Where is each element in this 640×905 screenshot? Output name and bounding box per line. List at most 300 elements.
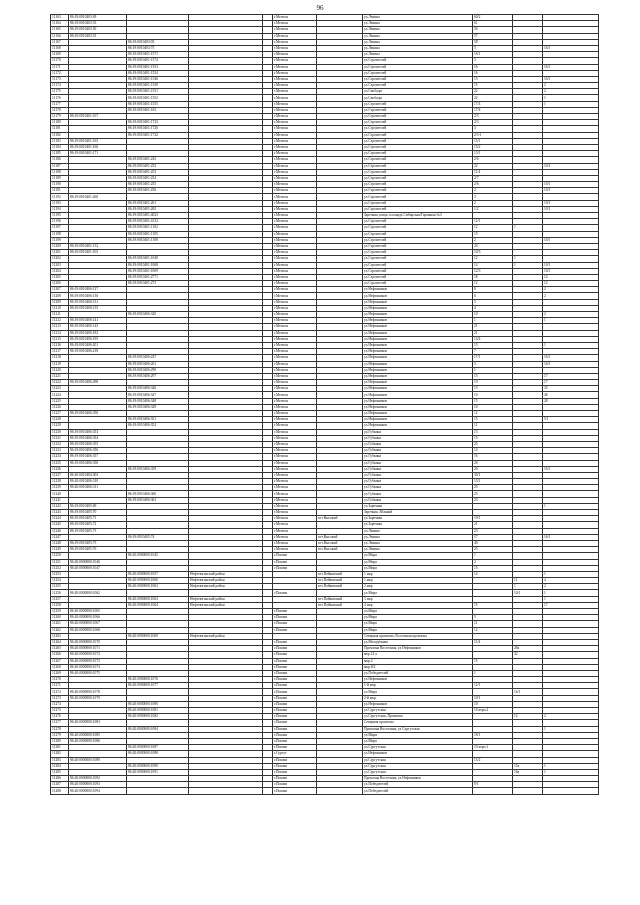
table-cell: г.Мегион [273,33,317,39]
table-cell: г.Мегион [273,144,317,150]
table-cell: ул.Строителей [363,250,473,256]
table-cell: ул.Мира [363,565,473,571]
table-cell: 11221 [51,373,69,379]
table-cell: 1 мкр [363,571,473,577]
table-cell: ул.Сургутская [363,745,473,751]
table-cell: 11189 [51,175,69,181]
table-cell: 1 мкр [363,578,473,584]
table-cell [263,788,273,794]
table-cell: 86:19:0010406:290 [127,367,189,373]
table-cell: 11275 [51,708,69,714]
table-cell: 1 [543,596,599,602]
table-cell: ул.Строителей [363,262,473,268]
table-cell: Северная промзона, Восточная промзона [363,633,473,639]
table-cell: 86:19:0010401:255 [127,182,189,188]
table-cell: 11187 [51,163,69,169]
table-cell: 1 [473,318,513,324]
table-cell: 86:19:0010401:1040 [127,256,189,262]
table-cell: 11177 [51,101,69,107]
table-cell: 11168 [51,45,69,51]
table-cell: г.Мегион [273,287,317,293]
table-cell: 86:19:0010401:1102 [127,225,189,231]
table-cell: 86:19:0010406:358 [69,460,127,466]
table-cell: ул.Ленина [363,27,473,33]
table-cell: 1 [513,256,543,262]
table-cell: ул.Губкина [363,448,473,454]
table-cell: 86:19:0010401:273 [127,281,189,287]
table-cell: г.Мегион [273,312,317,318]
table-cell: 11241 [51,497,69,503]
table-cell: Заречная, Южный [363,510,473,516]
table-cell: 11263 [51,633,69,639]
table-cell: ул.Строителей [363,70,473,76]
table-cell: 15 [473,342,513,348]
table-cell: 20 [473,466,513,472]
table-cell: 11204 [51,268,69,274]
table-cell: ул.Нефтяников [363,305,473,311]
table-cell: 86:19:0010406:348 [127,398,189,404]
table-cell: ул.Нефтяников [363,324,473,330]
table-cell: ул.Губкина [363,466,473,472]
table-cell: 86:20:0000000:1093 [69,782,127,788]
table-cell: г.Мегион [273,516,317,522]
table-cell: 11250 [51,553,69,559]
table-cell: 11259 [51,609,69,615]
table-cell: 2 [543,83,599,89]
table-cell: 11176 [51,95,69,101]
table-cell: г.Мегион [273,114,317,120]
table-cell: 11276 [51,714,69,720]
table-cell: 11220 [51,367,69,373]
table-cell: ул.Нефтяников [363,287,473,293]
table-cell: 86:19:0010401:1552 [127,95,189,101]
table-cell: 15/2 [473,757,513,763]
table-cell: 10 корп.1 [473,745,513,751]
table-cell: 11172 [51,70,69,76]
table-cell: 18/1 [473,732,513,738]
table-cell: 11193 [51,200,69,206]
table-cell: г.Мегион [273,380,317,386]
table-cell: 11273 [51,695,69,701]
table-cell: г.Мегион [273,299,317,305]
table-cell: 6 [473,293,513,299]
table-cell: 15 [473,417,513,423]
table-cell: г.Мегион [273,107,317,113]
table-cell: 15 [473,386,513,392]
table-cell: 10/1 [543,268,599,274]
table-cell: 86:19:0010405:76 [69,547,127,553]
table-cell: 86:19:0010401:1574 [127,58,189,64]
table-cell: ул.Нефтяников [363,392,473,398]
table-cell: 11265 [51,646,69,652]
table-cell: г.Мегион [273,83,317,89]
table-cell: 11272 [51,689,69,695]
table-cell: 86:19:0010401:245 [127,157,189,163]
table-cell: г.Мегион [273,423,317,429]
table-cell: 4 [543,578,599,584]
table-cell: Нефтеюганский район [189,578,263,584]
table-cell: 16/1 [543,76,599,82]
table-cell: ул.Строителей [363,58,473,64]
table-cell: г.Мегион [273,342,317,348]
table-cell: г.Мегион [273,250,317,256]
table-cell: 86:19:0010401:171 [69,151,127,157]
table-cell: 11261 [51,621,69,627]
table-cell: ул.Губкина [363,441,473,447]
table-cell: 11242 [51,503,69,509]
table-cell: 1-й мкр. [363,683,473,689]
table-cell: 10/3 [473,250,513,256]
table-cell: ул.Строителей [363,151,473,157]
table-cell: 86:20:0000000:1045 [127,553,189,559]
table-cell: г.Мегион [273,361,317,367]
table-cell: ул.Строителей [363,132,473,138]
table-cell: 32 [513,652,543,658]
table-cell: 10/1 [543,188,599,194]
table-cell: 11164 [51,21,69,27]
table-cell: г.Мегион [273,194,317,200]
table-cell: 2 [473,237,513,243]
table-cell: ул.Строителей [363,231,473,237]
table-cell: 86:19:0010401:261 [127,200,189,206]
table-cell: Заречная улица, площадь Сибирская/Гаражная №3 [363,213,473,219]
table-cell: 86:19:0010401:265 [127,206,189,212]
table-cell: г.Мегион [273,21,317,27]
table-cell: ул.Ленина [363,21,473,27]
table-cell: 12/1 [473,219,513,225]
table-cell: 86:19:0010406:356 [69,448,127,454]
table-cell: 61 [473,21,513,27]
table-cell: 11/4 [473,169,513,175]
table-cell: 11231 [51,435,69,441]
table-cell: 10/1 [543,182,599,188]
table-cell: 86:20:0010406:311 [69,485,127,491]
table-cell: г.Мегион [273,200,317,206]
table-cell: ул.Нефтяников [363,417,473,423]
table-cell: 86:19:0010401:1551 [127,89,189,95]
table-cell: г.Мегион [273,349,317,355]
table-cell: 86:20:0000000:1072 [69,652,127,658]
table-cell: ул.Мира [363,553,473,559]
table-cell: 86:19:0010401:254 [127,175,189,181]
table-cell: 2/3 [473,120,513,126]
table-cell: 86:20:0000000:1085 [69,732,127,738]
table-cell: ул.Нефтяников [363,318,473,324]
table-cell: 17 [473,534,513,540]
table-cell: г.Мегион [273,510,317,516]
table-cell: 11245 [51,522,69,528]
table-cell: ул.Строителей [363,243,473,249]
table-cell: 2 [543,287,599,293]
table-cell: 17/4 [473,107,513,113]
table-cell: 86:19:0010406:201 [69,342,127,348]
table-cell: 86:20:0000000:1078 [69,689,127,695]
table-cell: 11222 [51,380,69,386]
table-cell: 86:20:0000000:1065 [69,609,127,615]
table-cell: ул.Нефтяников [363,380,473,386]
table-cell: 4 мкр [363,602,473,608]
table-cell: 58 [473,39,513,45]
table-cell: 86:19:0010401:1105 [127,231,189,237]
table-cell: ул.Губкина [363,479,473,485]
table-cell: ул.Нефтяников [363,398,473,404]
table-cell: 86:19:0010406:218 [69,349,127,355]
table-cell: ул.Нефтяников [363,349,473,355]
table-cell: 86:20:0000000:1069 [127,633,189,639]
table-cell: 15 [473,658,513,664]
table-cell: ул.Сургутская [363,757,473,763]
table-cell: ул.Свободы [363,95,473,101]
table-cell: 25 [473,441,513,447]
table-cell: 1 [543,726,599,732]
table-cell: ул.Строителей [363,175,473,181]
table-cell: 86:19:0010401:253 [127,169,189,175]
table-cell: ул.Ленина [363,45,473,51]
table-cell [127,788,189,794]
table-cell: 11280 [51,738,69,744]
table-cell: г.Мегион [273,237,317,243]
table-cell: 3 [473,126,513,132]
table-cell: г.Мегион [273,528,317,534]
table-cell: ул.Строителей [363,281,473,287]
table-cell: г.Мегион [273,429,317,435]
table-cell: ул.Ленина [363,534,473,540]
table-cell: 11260 [51,615,69,621]
table-cell: 11228 [51,417,69,423]
table-cell: 11288 [51,788,69,794]
table-cell: ул.Нефтяников [363,423,473,429]
table-cell: 10/1 [543,163,599,169]
table-cell: 86:19:0010406:297 [127,373,189,379]
table-cell: ул.Сургутская [363,769,473,775]
table-cell: 14 [473,571,513,577]
table-cell: ул.Строителей [363,206,473,212]
table-cell: 86:19:0010401:1555 [127,101,189,107]
table-cell: 11212 [51,318,69,324]
table-cell: г.Мегион [273,435,317,441]
table-cell: 11195 [51,213,69,219]
table-cell: г.Мегион [273,534,317,540]
table-cell: пгт.Высокий [317,516,363,522]
table-cell: г.Покачи [273,788,317,794]
table-cell: 2/6 [473,182,513,188]
table-cell: 7 [473,349,513,355]
table-cell: ул.Победителей [363,788,473,794]
table-cell: 86:20:0000000:1090 [127,763,189,769]
table-cell: 86:20:0010406:310 [69,479,127,485]
table-cell: г.Мегион [273,497,317,503]
table-cell: 2 [543,312,599,318]
table-cell: 11258 [51,602,69,608]
table-cell: 11174 [51,83,69,89]
table-cell: 11171 [51,64,69,70]
table-cell: Промзона Восточная, ул.Нефтяников [363,646,473,652]
table-cell: г.Мегион [273,151,317,157]
table-cell: 11253 [51,571,69,577]
table-cell: 11226 [51,404,69,410]
table-cell: г.Мегион [273,330,317,336]
table-cell: ул.Строителей [363,225,473,231]
table-cell: 11180 [51,120,69,126]
table-cell: 11191 [51,188,69,194]
table-cell: г.Мегион [273,373,317,379]
table-cell: ул.Губкина [363,429,473,435]
table-cell: ул.Ленина [363,15,473,21]
table-cell: г.Покачи [273,559,317,565]
table-cell: Нефтеюганский район [189,633,263,639]
table-cell: 86:19:0010401:105 [69,250,127,256]
table-cell: ул.Сургутская [363,763,473,769]
table-cell: ул.Заречная [363,522,473,528]
table-cell: г.Мегион [273,70,317,76]
table-cell: 86:19:0010405:74 [127,534,189,540]
table-cell: г.Мегион [273,411,317,417]
table-cell: 10 [473,392,513,398]
table-cell: 86:19:0010401:132 [69,243,127,249]
table-cell: ул.Мира [363,559,473,565]
table-cell: 86:19:0010401:2771 [127,274,189,280]
table-cell: г.Покачи [273,695,317,701]
table-cell: 86:20:0000000:1063 [127,596,189,602]
table-cell: 10/1 [513,590,543,596]
table-cell: 1 [543,101,599,107]
table-cell: г.Мегион [273,45,317,51]
table-cell: 11190 [51,182,69,188]
table-cell: г.Мегион [273,441,317,447]
table-cell: ул.Строителей [363,114,473,120]
table-cell: 1 [543,763,599,769]
table-cell: 86:19:0010406:195 [69,336,127,342]
table-cell: г.Покачи [273,708,317,714]
table-cell: 5 [473,45,513,51]
table-cell: 25 [473,547,513,553]
table-cell: Нефтеюганский район [189,602,263,608]
table-cell: г.Мегион [273,460,317,466]
table-cell: г.Мегион [273,398,317,404]
table-cell: мкр.2 [363,658,473,664]
table-cell: 11214 [51,330,69,336]
table-cell: 11184 [51,144,69,150]
table-cell: г.Покачи [273,683,317,689]
table-cell: г.Мегион [273,64,317,70]
table-cell: 11207 [51,287,69,293]
table-cell: г.Мегион [273,163,317,169]
table-cell: 86:20:0000000:1062 [69,590,127,596]
table-cell: 28 [543,398,599,404]
table-cell: 11197 [51,225,69,231]
table-cell: 1 [543,95,599,101]
table-cell: 86:20:0000000:1079 [69,695,127,701]
table-cell: 86:19:0010401:1571 [127,52,189,58]
table-cell: 48 [543,392,599,398]
table-cell: 11237 [51,472,69,478]
table-cell: ул.Нефтяников [363,373,473,379]
table-cell: 11167 [51,39,69,45]
table-cell: 11178 [51,107,69,113]
table-cell: 13/1 [473,151,513,157]
table-cell: 11163 [51,15,69,21]
table-cell: ул.Нефтяников [363,330,473,336]
table-cell: 15/1 [473,138,513,144]
table-cell: г.Мегион [273,231,317,237]
table-cell: 11235 [51,460,69,466]
table-cell: 11188 [51,169,69,175]
table-cell [543,788,599,794]
table-cell: 86:19:0010406:351 [127,417,189,423]
table-cell: г.Мегион [273,58,317,64]
table-cell: ул.Строителей [363,188,473,194]
table-cell: 10 [473,380,513,386]
table-cell: 1 [543,769,599,775]
table-cell: мкр.12 а [363,652,473,658]
table-cell: 86:19:0010401:1726 [127,126,189,132]
table-cell: г.Мегион [273,466,317,472]
table-cell: г.Мегион [273,305,317,311]
table-cell: 15 [473,83,513,89]
table-cell: ул.Мира [363,615,473,621]
table-cell: 8 [473,287,513,293]
table-cell: 86:19:0010403:53 [69,21,127,27]
table-cell: 11194 [51,206,69,212]
table-cell: 2 [543,293,599,299]
table-cell: 2/6 [473,157,513,163]
table-cell: 12 [473,627,513,633]
table-cell: 11213 [51,324,69,330]
table-cell: 86:19:0010406:141 [69,318,127,324]
table-cell: 11287 [51,782,69,788]
table-cell: 16 [473,70,513,76]
table-cell: г.Покачи [273,714,317,720]
table-cell: ул.Мира [363,590,473,596]
table-cell: 21 [473,522,513,528]
table-cell: г.Мегион [273,76,317,82]
table-cell: 11277 [51,720,69,726]
table-cell: г.Мегион [273,243,317,249]
table-cell: 14 [473,262,513,268]
table-cell: 86:19:0010406:353 [69,429,127,435]
table-cell: 86:20:0000000:1077 [127,683,189,689]
table-cell: ул.Строителей [363,237,473,243]
table-cell: 86:19:0010401:1546 [127,76,189,82]
table-cell: 86:19:0010406:145 [69,324,127,330]
table-cell: 11166 [51,33,69,39]
table-cell: г.Мегион [273,120,317,126]
table-cell: 3 [473,194,513,200]
table-cell: 86:19:0010401:4023 [127,213,189,219]
table-cell: 11232 [51,441,69,447]
table-cell: пгт.Пойковский [317,578,363,584]
table-cell: г.Мегион [273,157,317,163]
table-cell: 11243 [51,510,69,516]
table-cell: 11239 [51,485,69,491]
table-cell: 11215 [51,336,69,342]
table-cell: 11185 [51,151,69,157]
table-cell: 57 [473,33,513,39]
table-cell: 40 [473,540,513,546]
table-cell: 86:19:0010405:69 [69,503,127,509]
table-cell: 11230 [51,429,69,435]
table-cell: 86:20:0000000:1080 [127,701,189,707]
table-cell: 86:19:0010403:51 [69,33,127,39]
table-cell: 86:20:0000000:1075 [69,670,127,676]
table-cell: 86:19:0010406:247 [127,355,189,361]
table-cell: г.Мегион [273,126,317,132]
table-cell: 15 [473,602,513,608]
table-cell: 3 [473,58,513,64]
table-cell: 86:19:0010401:1554 [127,70,189,76]
table-cell: 19/1 [473,516,513,522]
table-cell: г.Мегион [273,175,317,181]
